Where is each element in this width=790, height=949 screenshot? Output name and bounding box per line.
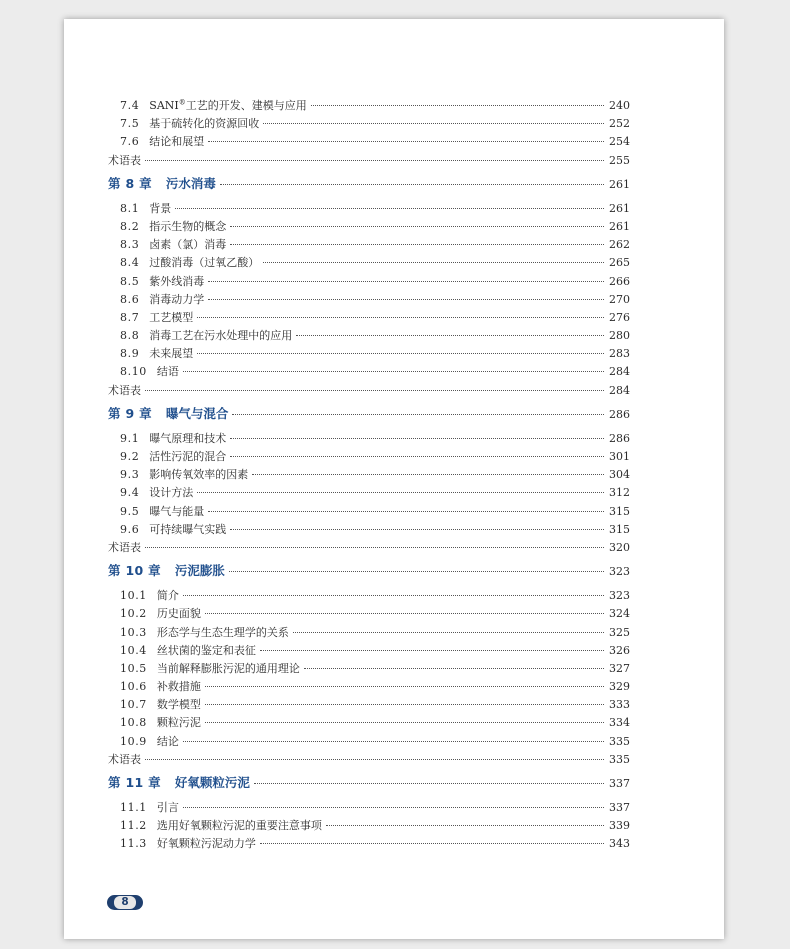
registered-mark: ® [178, 98, 186, 107]
toc-glossary-row [108, 152, 630, 170]
section-number: 10.2 [120, 607, 147, 621]
entry-title-text: 污泥膨胀 [174, 563, 225, 579]
entry-title [108, 539, 141, 557]
dot-leader [145, 390, 604, 391]
entry-title [149, 521, 226, 539]
dot-leader [220, 184, 604, 185]
page-ref: 254 [609, 135, 630, 149]
entry-title [149, 273, 204, 291]
dot-leader [263, 123, 604, 124]
toc-section-row [108, 133, 630, 151]
section-number: 10.5 [120, 661, 147, 675]
section-number: 10.1 [120, 589, 147, 603]
entry-title-text: 工艺模型 [149, 310, 194, 324]
toc-section-row [108, 254, 630, 272]
toc-glossary-row [108, 382, 630, 400]
page-ref: 240 [609, 99, 630, 112]
section-number: 7.4 [120, 99, 140, 112]
chapter-title [166, 405, 229, 423]
entry-title-text: 指示生物的概念 [149, 219, 227, 233]
entry-title-text: 结论和展望 [149, 135, 205, 149]
entry-title [149, 345, 193, 363]
toc-section-row [108, 327, 630, 345]
page-ref: 312 [609, 486, 630, 500]
entry-title-text: 术语表 [108, 153, 141, 167]
entry-title [149, 484, 193, 502]
entry-title-text: 可持续曝气实践 [149, 522, 227, 536]
section-number: 11.1 [120, 801, 147, 814]
entry-title-text: 影响传氧效率的因素 [149, 468, 249, 482]
entry-title [149, 97, 306, 115]
dot-leader [145, 160, 604, 161]
page-ref: 270 [609, 292, 630, 306]
dot-leader [230, 226, 604, 227]
entry-title-text: 曝气与混合 [165, 405, 229, 421]
dot-leader [197, 353, 604, 354]
section-number: 8.3 [120, 238, 140, 252]
page-ref: 265 [609, 256, 630, 270]
entry-title [157, 799, 179, 817]
page-ref: 261 [609, 177, 630, 191]
entry-title-text: 基于硫转化的资源回收 [149, 117, 260, 131]
chapter-title [175, 774, 250, 792]
toc-section-row [108, 503, 630, 521]
page-ref: 315 [609, 522, 630, 536]
entry-title [149, 309, 193, 327]
entry-title [149, 115, 259, 133]
entry-title-text: 术语表 [108, 383, 141, 397]
entry-title [149, 133, 204, 151]
section-number: 7.5 [120, 117, 140, 131]
dot-leader [296, 335, 604, 336]
page-ref: 335 [609, 752, 630, 766]
entry-title-text: 污水消毒 [165, 175, 216, 191]
entry-title-text: 形态学与生态生理学的关系 [156, 625, 289, 639]
entry-title [157, 624, 289, 642]
entry-title-text: 简介 [156, 589, 179, 603]
entry-title [157, 605, 201, 623]
section-number: 10.6 [120, 680, 147, 694]
entry-title [157, 696, 201, 714]
page-ref: 286 [609, 407, 630, 421]
entry-title [157, 660, 300, 678]
entry-title [157, 363, 179, 381]
entry-title-text: 卤素（氯）消毒 [149, 238, 227, 252]
dot-leader [197, 317, 604, 318]
section-number: 9.4 [120, 486, 140, 500]
dot-leader [230, 529, 604, 530]
dot-leader [183, 595, 604, 596]
page-ref: 261 [609, 201, 630, 215]
entry-title-text: 背景 [149, 201, 172, 215]
toc-section-row [108, 236, 630, 254]
dot-leader [293, 632, 604, 633]
dot-leader [183, 371, 604, 372]
dot-leader [260, 843, 604, 844]
toc-chapter-row [108, 405, 630, 423]
page-ref: 325 [609, 625, 630, 639]
page-ref: 284 [609, 365, 630, 379]
toc-section-row [108, 605, 630, 623]
entry-title-text: 颗粒污泥 [156, 716, 201, 730]
dot-leader [260, 650, 604, 651]
dot-leader [205, 704, 604, 705]
page-ref: 252 [609, 117, 630, 131]
section-number: 11.2 [120, 819, 147, 833]
chapter-number: 第 9 章 [108, 405, 152, 421]
page-ref: 335 [609, 734, 630, 748]
entry-title-text: 活性污泥的混合 [149, 450, 227, 463]
entry-title [149, 430, 226, 448]
entry-title [149, 503, 204, 521]
toc-glossary-row [108, 539, 630, 557]
entry-title [157, 678, 201, 696]
page-ref: 324 [609, 607, 630, 621]
page-ref: 304 [609, 468, 630, 482]
section-number: 8.4 [120, 256, 140, 270]
toc-section-row [108, 817, 630, 835]
page-ref: 343 [609, 837, 630, 851]
entry-title-text: 消毒动力学 [149, 292, 205, 306]
entry-title-text: 数学模型 [156, 698, 201, 712]
toc-section-row [108, 642, 630, 660]
entry-title-text: SANI [149, 99, 179, 112]
dot-leader [175, 208, 604, 209]
dot-leader [205, 686, 604, 687]
entry-title-text: 工艺的开发、建模与应用 [185, 99, 307, 112]
toc-section-row [108, 660, 630, 678]
dot-leader [230, 244, 604, 245]
entry-title [157, 817, 322, 835]
toc-section-row [108, 484, 630, 502]
toc-section-row [108, 733, 630, 751]
dot-leader [254, 783, 604, 784]
toc-section-row [108, 97, 630, 115]
entry-title-text: 曝气与能量 [149, 504, 205, 518]
toc-section-row [108, 624, 630, 642]
page-ref: 326 [609, 643, 630, 657]
entry-title-text: 结论 [156, 734, 179, 748]
entry-title-text: 过酸消毒（过氧乙酸） [149, 256, 260, 270]
entry-title [157, 587, 179, 605]
entry-title-text: 设计方法 [149, 486, 194, 500]
page-ref: 255 [609, 153, 630, 167]
dot-leader [252, 474, 604, 475]
page-ref: 334 [609, 716, 630, 730]
dot-leader [205, 613, 604, 614]
entry-title-text: 曝气原理和技术 [149, 431, 227, 445]
page-ref: 276 [609, 310, 630, 324]
toc-section-row [108, 714, 630, 732]
dot-leader [208, 141, 604, 142]
toc-section-row [108, 466, 630, 484]
section-number: 8.8 [120, 329, 140, 343]
dot-leader [311, 105, 604, 106]
toc-section-row [108, 587, 630, 605]
toc-section-row [108, 273, 630, 291]
page-ref: 301 [609, 450, 630, 463]
table-of-contents [108, 97, 630, 854]
book-page [64, 19, 724, 939]
entry-title-text: 紫外线消毒 [149, 274, 205, 288]
toc-section-row [108, 115, 630, 133]
entry-title-text: 未来展望 [149, 347, 194, 361]
entry-title-text: 丝状菌的鉴定和表征 [156, 643, 256, 657]
entry-title-text: 选用好氧颗粒污泥的重要注意事项 [156, 819, 322, 833]
page-ref: 329 [609, 680, 630, 694]
entry-title-text: 术语表 [108, 752, 141, 766]
chapter-number: 第 10 章 [108, 563, 161, 579]
toc-section-row [108, 448, 630, 466]
section-number: 7.6 [120, 135, 140, 149]
entry-title-text: 好氧颗粒污泥 [174, 775, 250, 790]
page-number-badge [107, 895, 143, 910]
toc-section-row [108, 291, 630, 309]
dot-leader [145, 547, 604, 548]
entry-title [157, 733, 179, 751]
toc-section-row [108, 678, 630, 696]
entry-title [149, 218, 226, 236]
page-ref: 339 [609, 819, 630, 833]
toc-chapter-row [108, 175, 630, 193]
toc-chapter-row [108, 562, 630, 580]
dot-leader [208, 511, 604, 512]
section-number: 10.8 [120, 716, 147, 730]
section-number: 10.9 [120, 734, 147, 748]
toc-section-row [108, 430, 630, 448]
entry-title [108, 382, 141, 400]
toc-section-row [108, 835, 630, 853]
page-ref: 280 [609, 329, 630, 343]
dot-leader [326, 825, 604, 826]
section-number: 9.3 [120, 468, 140, 482]
section-number: 8.5 [120, 274, 140, 288]
page-ref: 266 [609, 274, 630, 288]
page-ref: 286 [609, 431, 630, 445]
page-ref: 315 [609, 504, 630, 518]
entry-title [157, 835, 256, 853]
dot-leader [208, 299, 604, 300]
toc-section-row [108, 218, 630, 236]
chapter-title [175, 562, 225, 580]
page-ref: 323 [609, 565, 630, 579]
page-ref: 323 [609, 589, 630, 603]
entry-title [157, 642, 256, 660]
toc-chapter-row [108, 774, 630, 792]
toc-glossary-row [108, 751, 630, 769]
section-number: 9.5 [120, 504, 140, 518]
entry-title [157, 714, 201, 732]
section-number: 11.3 [120, 837, 147, 851]
dot-leader [230, 438, 604, 439]
dot-leader [205, 722, 604, 723]
section-number: 9.2 [120, 450, 140, 463]
entry-title [108, 152, 141, 170]
entry-title [149, 327, 292, 345]
entry-title [149, 254, 259, 272]
dot-leader [197, 492, 604, 493]
page-ref: 283 [609, 347, 630, 361]
section-number: 8.7 [120, 310, 140, 324]
page-ref: 333 [609, 698, 630, 712]
section-number: 8.6 [120, 292, 140, 306]
section-number: 8.10 [120, 365, 147, 379]
dot-leader [183, 807, 604, 808]
page-ref: 320 [609, 540, 630, 554]
dot-leader [145, 759, 604, 760]
page-ref: 284 [609, 383, 630, 397]
entry-title [149, 236, 226, 254]
page-ref: 337 [609, 777, 630, 790]
chapter-number: 第 11 章 [108, 775, 161, 790]
section-number: 9.6 [120, 522, 140, 536]
page-ref: 337 [609, 801, 630, 814]
entry-title-text: 术语表 [108, 540, 141, 554]
section-number: 9.1 [120, 431, 140, 445]
dot-leader [304, 668, 604, 669]
entry-title [149, 466, 248, 484]
chapter-title [166, 175, 216, 193]
entry-title [149, 291, 204, 309]
entry-title [149, 448, 226, 466]
entry-title-text: 消毒工艺在污水处理中的应用 [149, 329, 293, 343]
entry-title-text: 历史面貌 [156, 607, 201, 621]
dot-leader [183, 741, 604, 742]
section-number: 10.7 [120, 698, 147, 712]
toc-section-row [108, 363, 630, 381]
section-number: 8.2 [120, 219, 140, 233]
dot-leader [232, 414, 604, 415]
dot-leader [229, 571, 604, 572]
toc-section-row [108, 200, 630, 218]
toc-section-row [108, 345, 630, 363]
toc-section-row [108, 309, 630, 327]
section-number: 8.1 [120, 201, 140, 215]
entry-title [108, 751, 141, 769]
page-ref: 327 [609, 661, 630, 675]
page-number: 8 [114, 896, 136, 909]
section-number: 8.9 [120, 347, 140, 361]
page-ref: 261 [609, 219, 630, 233]
chapter-number: 第 8 章 [108, 175, 152, 191]
dot-leader [263, 262, 604, 263]
section-number: 10.3 [120, 625, 147, 639]
entry-title-text: 当前解释膨胀污泥的通用理论 [156, 661, 300, 675]
dot-leader [230, 456, 604, 457]
toc-section-row [108, 521, 630, 539]
toc-section-row [108, 696, 630, 714]
entry-title-text: 补救措施 [156, 680, 201, 694]
page-ref: 262 [609, 238, 630, 252]
entry-title-text: 引言 [156, 801, 179, 814]
dot-leader [208, 281, 604, 282]
section-number: 10.4 [120, 643, 147, 657]
entry-title-text: 结语 [156, 365, 179, 379]
toc-section-row [108, 799, 630, 817]
entry-title-text: 好氧颗粒污泥动力学 [156, 837, 256, 851]
entry-title [149, 200, 171, 218]
